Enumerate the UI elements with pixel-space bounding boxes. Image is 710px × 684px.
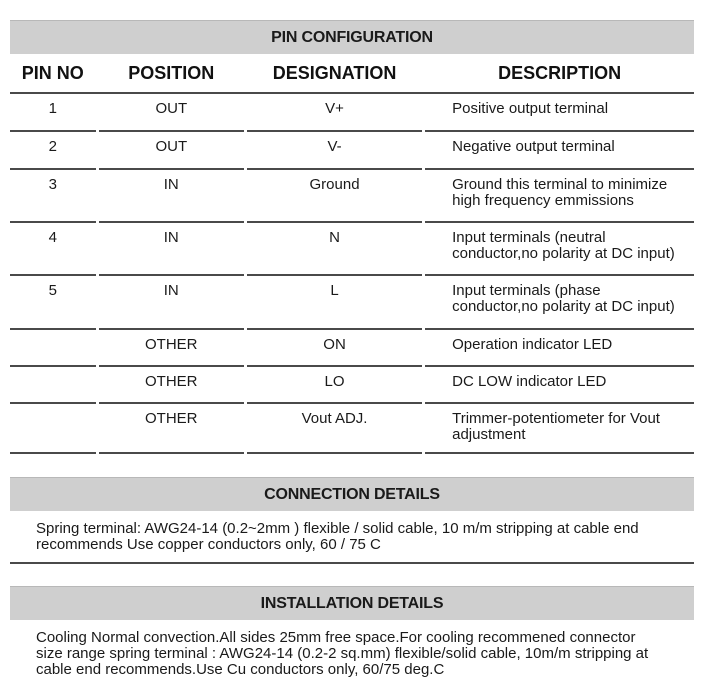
table-row <box>10 92 694 132</box>
installation-details-line: cable end recommends.Use Cu conductors only, 60/75 deg.C <box>36 661 445 678</box>
designation-cell: Ground <box>247 170 422 223</box>
description-line: conductor,no polarity at DC input) <box>452 298 675 315</box>
table-row <box>10 132 694 170</box>
description-line: adjustment <box>452 426 526 443</box>
installation-details-title: INSTALLATION DETAILS <box>10 586 694 620</box>
installation-details-line: Cooling Normal convection.All sides 25mm free space.For cooling recommened connector <box>36 629 636 646</box>
pin-no-cell: 2 <box>10 132 96 170</box>
description-line: Input terminals (phase <box>452 282 601 299</box>
pin-no-cell: 1 <box>10 94 96 132</box>
description-line: high frequency emmissions <box>452 192 634 209</box>
pin-no-cell <box>10 330 96 367</box>
description-line: Operation indicator LED <box>452 336 613 353</box>
connection-details-text <box>36 521 696 553</box>
position-cell: OUT <box>99 94 244 132</box>
pin-no-cell <box>10 404 96 454</box>
pin-no-cell: 3 <box>10 170 96 223</box>
table-row <box>10 404 694 454</box>
description-cell <box>425 276 694 330</box>
header-designation: DESIGNATION <box>272 63 397 83</box>
description-cell <box>425 132 694 170</box>
designation-cell: V- <box>247 132 422 170</box>
table-header-row <box>10 54 694 92</box>
section-divider <box>10 562 694 564</box>
designation-cell: N <box>247 223 422 276</box>
position-cell: IN <box>99 276 244 330</box>
connection-details-line: Spring terminal: AWG24-14 (0.2~2mm ) flexible / solid cable, 10 m/m stripping at cable end <box>36 520 639 537</box>
connection-details-title: CONNECTION DETAILS <box>10 477 694 511</box>
pin-configuration-title: PIN CONFIGURATION <box>10 20 694 54</box>
description-cell <box>425 404 694 454</box>
description-cell <box>425 330 694 367</box>
description-line: Positive output terminal <box>452 100 609 117</box>
table-row <box>10 330 694 367</box>
designation-cell: ON <box>247 330 422 367</box>
position-cell: OTHER <box>99 404 244 454</box>
description-line: Input terminals (neutral <box>452 229 606 246</box>
header-description: DESCRIPTION <box>498 63 622 83</box>
pin-no-cell: 4 <box>10 223 96 276</box>
table-row <box>10 276 694 330</box>
position-cell: OTHER <box>99 330 244 367</box>
pin-configuration-table <box>10 54 694 454</box>
description-line: conductor,no polarity at DC input) <box>452 245 675 262</box>
position-cell: OTHER <box>99 367 244 404</box>
installation-details-line: size range spring terminal : AWG24-14 (0.2-2 sq.mm) flexible/solid cable, 10m/m stripping at <box>36 645 649 662</box>
designation-cell: LO <box>247 367 422 404</box>
designation-cell: L <box>247 276 422 330</box>
description-line: DC LOW indicator LED <box>452 373 607 390</box>
header-pin-no: PIN NO <box>21 63 84 83</box>
description-line: Trimmer-potentiometer for Vout <box>452 410 660 427</box>
description-line: Ground this terminal to minimize <box>452 176 668 193</box>
description-line: Negative output terminal <box>452 138 615 155</box>
pin-no-cell: 5 <box>10 276 96 330</box>
position-cell: IN <box>99 223 244 276</box>
description-cell <box>425 94 694 132</box>
table-row <box>10 223 694 276</box>
description-cell <box>425 170 694 223</box>
designation-cell: V+ <box>247 94 422 132</box>
connection-details-line: recommends Use copper conductors only, 60 / 75 C <box>36 536 381 553</box>
designation-cell: Vout ADJ. <box>247 404 422 454</box>
description-cell <box>425 367 694 404</box>
position-cell: OUT <box>99 132 244 170</box>
description-cell <box>425 223 694 276</box>
pin-no-cell <box>10 367 96 404</box>
installation-details-text <box>36 630 696 678</box>
header-position: POSITION <box>128 63 215 83</box>
table-row <box>10 170 694 223</box>
position-cell: IN <box>99 170 244 223</box>
table-row <box>10 367 694 404</box>
